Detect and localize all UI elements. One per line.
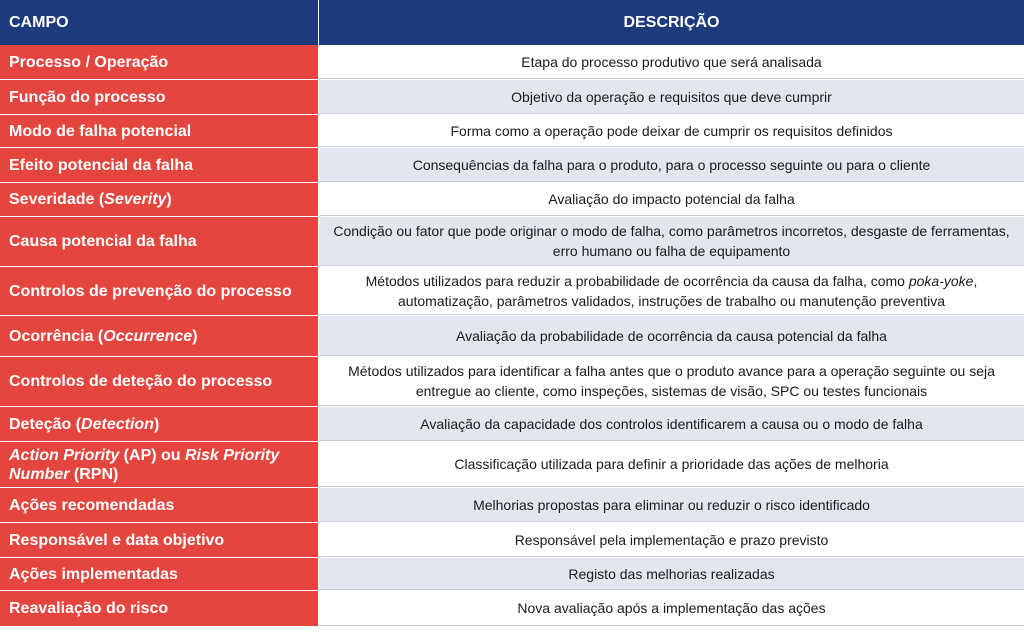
field-description: Registo das melhorias realizadas [319, 558, 1024, 590]
table-row [0, 183, 1024, 217]
field-label: Responsável e data objetivo [0, 523, 319, 557]
field-label: Severidade ( Severity ) [0, 183, 319, 216]
field-label: Ocorrência ( Occurrence ) [0, 316, 319, 356]
field-description: Avaliação da probabilidade de ocorrência da causa potencial da falha [319, 316, 1024, 356]
field-label: Ações recomendadas [0, 488, 319, 522]
table-row [0, 316, 1024, 357]
field-description: Consequências da falha para o produto, para o processo seguinte ou para o cliente [319, 148, 1024, 182]
header-field: CAMPO [0, 0, 319, 45]
field-label: Reavaliação do risco [0, 591, 319, 626]
field-description: Responsável pela implementação e prazo previsto [319, 523, 1024, 557]
table-row [0, 267, 1024, 316]
field-label: Modo de falha potencial [0, 115, 319, 147]
table-row [0, 80, 1024, 115]
table-row [0, 148, 1024, 183]
table-row [0, 591, 1024, 626]
field-label: Efeito potencial da falha [0, 148, 319, 182]
field-description: Melhorias propostas para eliminar ou reduzir o risco identificado [319, 488, 1024, 522]
field-description: Forma como a operação pode deixar de cumprir os requisitos definidos [319, 115, 1024, 147]
field-label: Controlos de prevenção do processo [0, 267, 319, 315]
table-row [0, 45, 1024, 80]
table-row [0, 442, 1024, 488]
table-row [0, 217, 1024, 267]
table-row [0, 558, 1024, 591]
field-label: Ações implementadas [0, 558, 319, 590]
header-description: DESCRIÇÃO [623, 13, 720, 31]
table-row [0, 115, 1024, 148]
table-header [0, 0, 1024, 45]
field-label: Processo / Operação [0, 45, 319, 79]
field-label: Action Priority (AP) ou Risk Priority Number (RPN) [0, 442, 319, 487]
field-description: Avaliação da capacidade dos controlos identificarem a causa ou o modo de falha [319, 407, 1024, 441]
field-description: Classificação utilizada para definir a prioridade das ações de melhoria [319, 442, 1024, 487]
field-description: Etapa do processo produtivo que será analisada [319, 45, 1024, 79]
field-label: Controlos de deteção do processo [0, 357, 319, 406]
table-row [0, 357, 1024, 407]
field-label: Causa potencial da falha [0, 217, 319, 266]
field-description: Métodos utilizados para identificar a falha antes que o produto avance para a operação seguinte ou seja entregue ao cliente, como inspeções, sistemas de visão, SPC ou testes funcionais [319, 357, 1024, 406]
field-label: Função do processo [0, 80, 319, 114]
field-label: Deteção ( Detection ) [0, 407, 319, 441]
field-description: Avaliação do impacto potencial da falha [319, 183, 1024, 216]
table-row [0, 407, 1024, 442]
field-description: Objetivo da operação e requisitos que deve cumprir [319, 80, 1024, 114]
field-description: Métodos utilizados para reduzir a probabilidade de ocorrência da causa da falha, como poka-yoke, automatização, parâmetros validados, instruções de trabalho ou manutenção preventiva [319, 267, 1024, 315]
table-row [0, 523, 1024, 558]
table-row [0, 488, 1024, 523]
field-description: Condição ou fator que pode originar o modo de falha, como parâmetros incorretos, desgaste de ferramentas, erro humano ou falha de equipamento [319, 217, 1024, 266]
field-description: Nova avaliação após a implementação das ações [319, 591, 1024, 626]
